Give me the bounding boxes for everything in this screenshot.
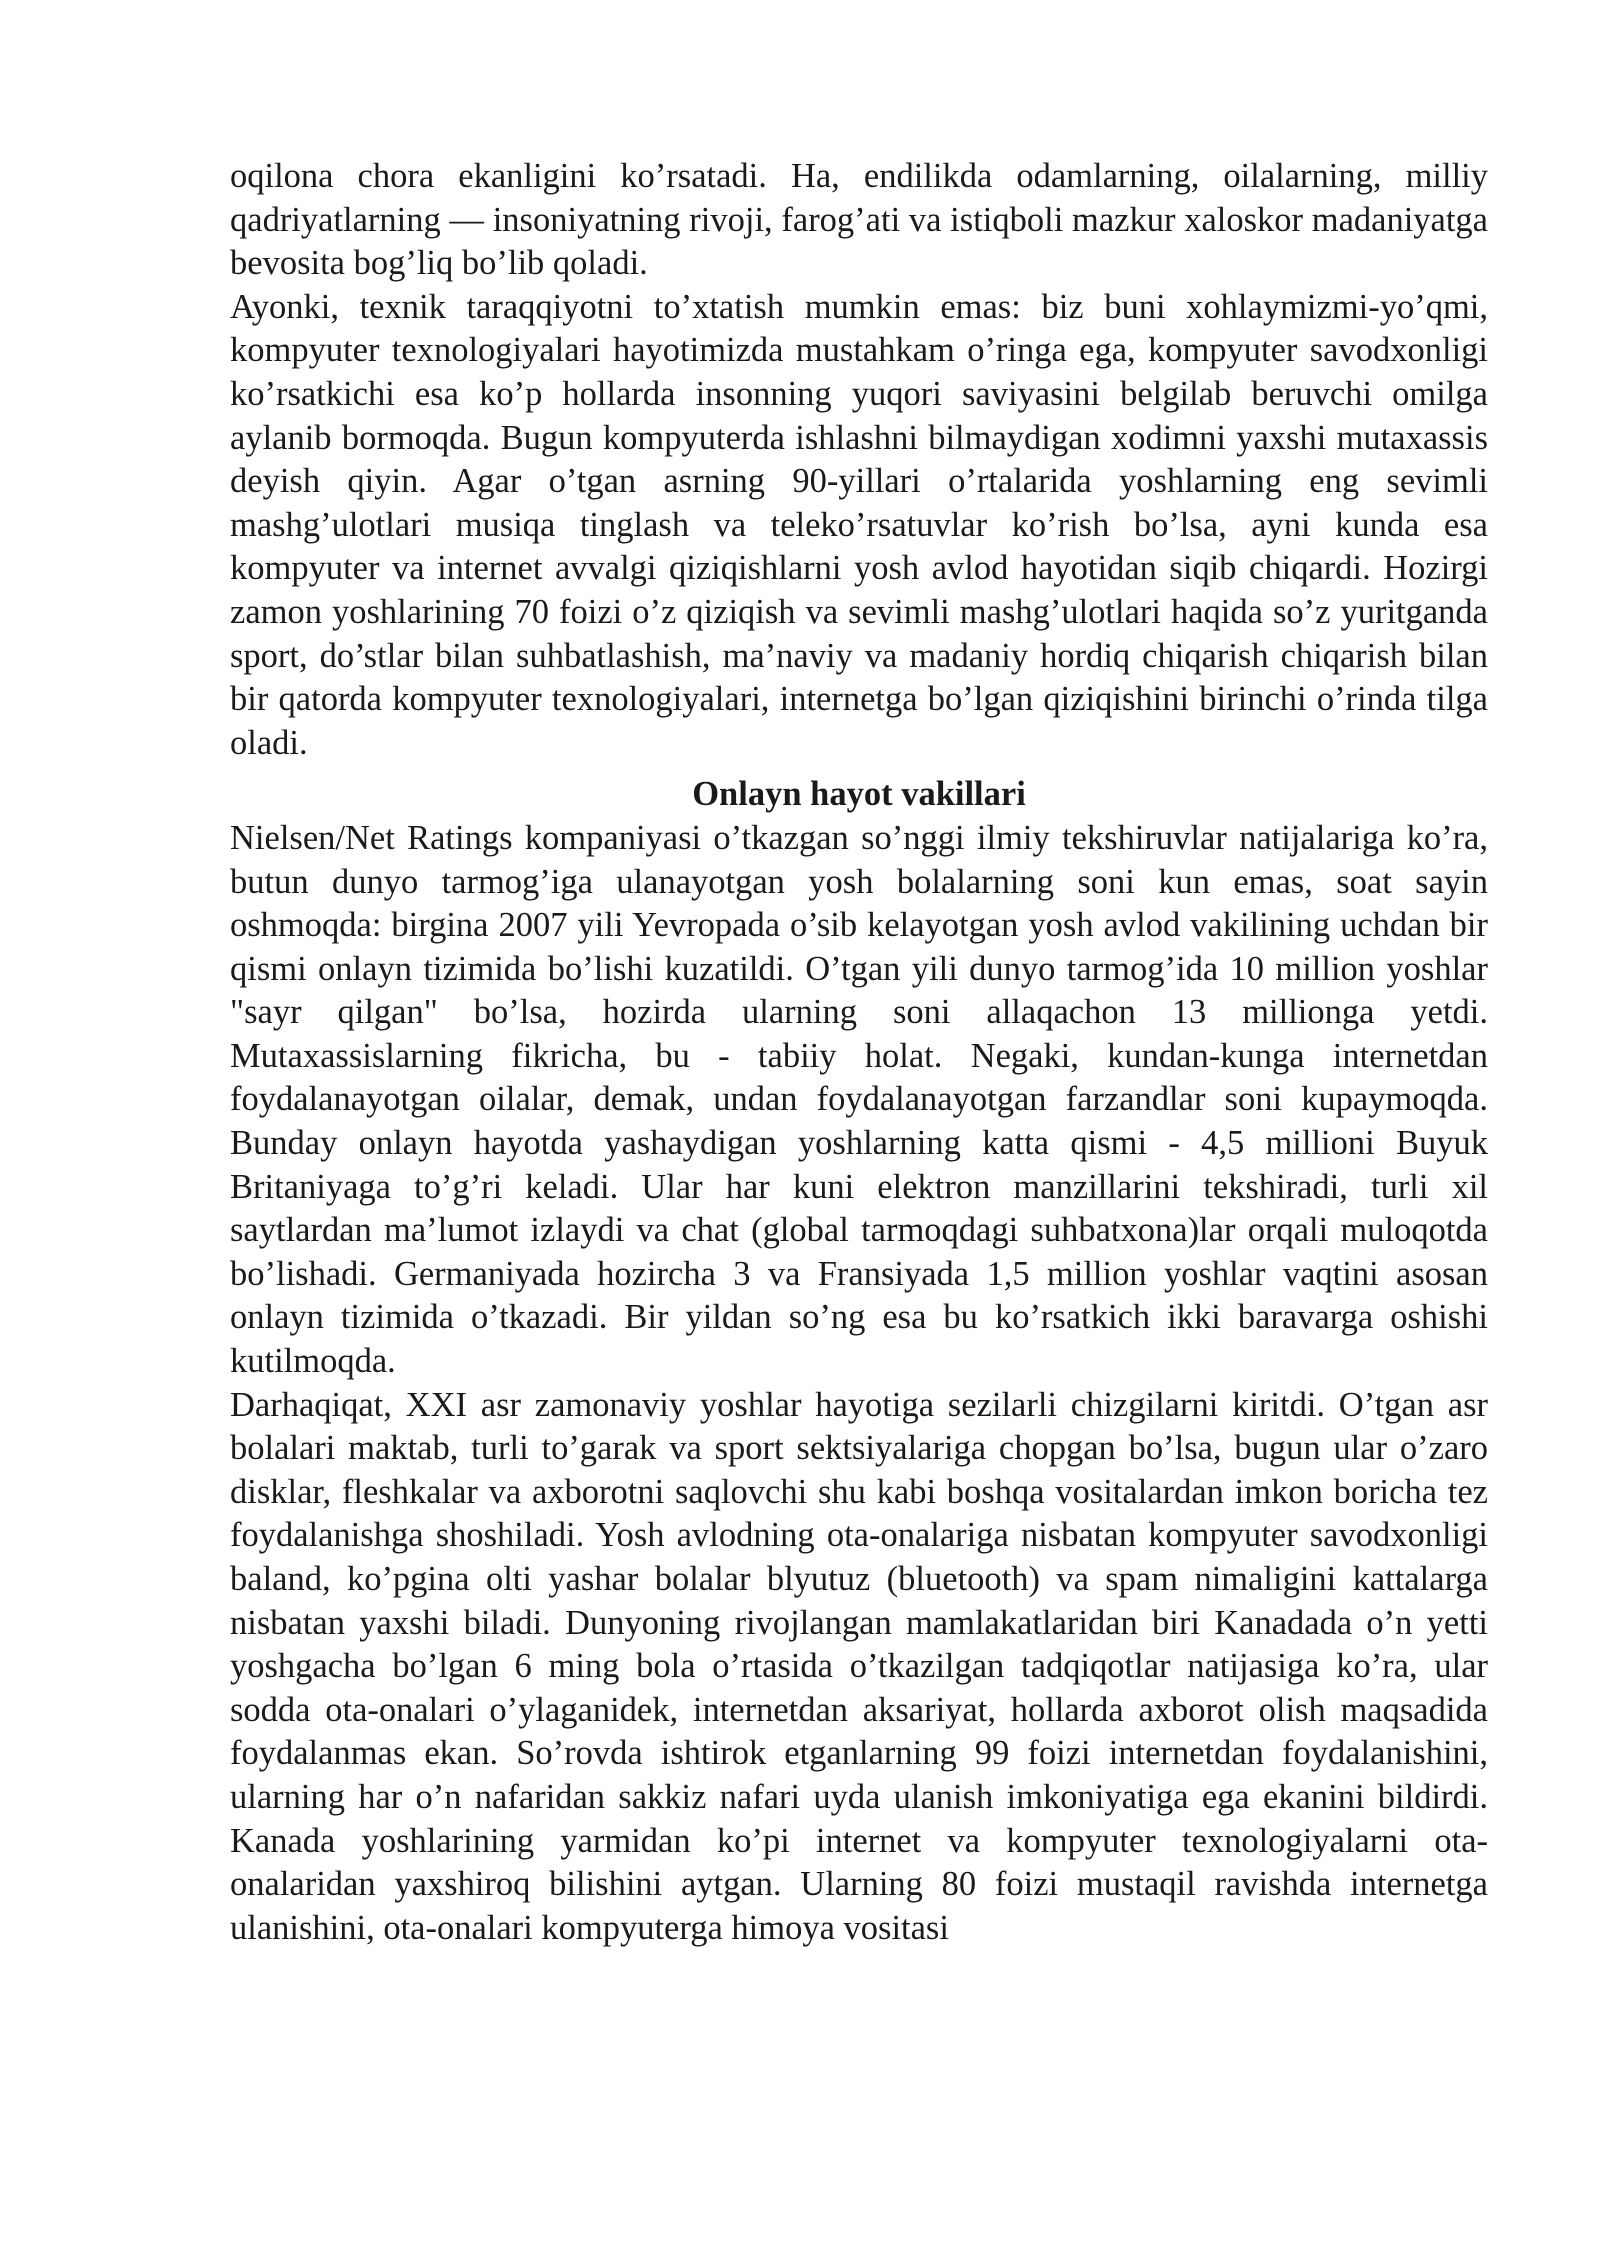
paragraph-2: Ayonki, texnik taraqqiyotni to’xtatish mumkin emas: biz buni xohlaymizmi-yo’qmi, kompyuter texnologiyalari hayotimizda mustahkam o’ringa ega, kompyuter savodxonligi ko’rsatkichi esa ko’p hollarda insonning yuqori saviyasini belgilab beruvchi omilga aylanib bormoqda. Bugun kompyuterda ishlashni bilmaydigan xodimni yaxshi mutaxassis deyish qiyin. Agar o’tgan asrning 90-yillari o’rtalarida yoshlarning eng sevimli mashg’ulotlari musiqa tinglash va teleko’rsatuvlar ko’rish bo’lsa, ayni kunda esa kompyuter va internet avvalgi qiziqishlarni yosh avlod hayotidan siqib chiqardi. Hozirgi zamon yoshlarining 70 foizi o’z qiziqish va sevimli mashg’ulotlari haqida so’z yuritganda sport, do’stlar bilan suhbatlashish, ma’naviy va madaniy hordiq chiqarish chiqarish bilan bir qatorda kompyuter texnologiyalari, internetga bo’lgan qiziqishini birinchi o’rinda tilga oladi. — [230, 287, 1488, 762]
paragraph-1: oqilona chora ekanligini ko’rsatadi. Ha, endilikda odamlarning, oilalarning, milliy qadriyatlarning — insoniyatning rivoji, farog’ati va istiqboli mazkur xaloskor madaniyatga bevosita bog’liq bo’lib qoladi. — [230, 157, 1488, 283]
section-heading: Onlayn hayot vakillari — [692, 775, 1026, 814]
document-body — [230, 155, 1488, 1950]
paragraph-3: Nielsen/Net Ratings kompaniyasi o’tkazgan so’nggi ilmiy tekshiruvlar natijalariga ko’ra, butun dunyo tarmog’iga ulanayotgan yosh bolalarning soni kun emas, soat sayin oshmoqda: birgina 2007 yili Yevropada o’sib kelayotgan yosh avlod vakilining uchdan bir qismi onlayn tizimida bo’lishi kuzatildi. O’tgan yili dunyo tarmog’ida 10 million yoshlar "sayr qilgan" bo’lsa, hozirda ularning soni allaqachon 13 millionga yetdi. Mutaxassislarning fikricha, bu - tabiiy holat. Negaki, kundan-kunga internetdan foydalanayotgan oilalar, demak, undan foydalanayotgan farzandlar soni kupaymoqda. Bunday onlayn hayotda yashaydigan yoshlarning katta qismi - 4,5 millioni Buyuk Britaniyaga to’g’ri keladi. Ular har kuni elektron manzillarini tekshiradi, turli xil saytlardan ma’lumot izlaydi va chat (global tarmoqdagi suhbatxona)lar orqali muloqotda bo’lishadi. Germaniyada hozircha 3 va Fransiyada 1,5 million yoshlar vaqtini asosan onlayn tizimida o’tkazadi. Bir yildan so’ng esa bu ko’rsatkich ikki baravarga oshishi kutilmoqda. — [230, 818, 1488, 1381]
paragraph-4: Darhaqiqat, XXI asr zamonaviy yoshlar hayotiga sezilarli chizgilarni kiritdi. O’tgan asr bolalari maktab, turli to’garak va sport sektsiyalariga chopgan bo’lsa, bugun ular o’zaro disklar, fleshkalar va axborotni saqlovchi shu kabi boshqa vositalardan imkon boricha tez foydalanishga shoshiladi. Yosh avlodning ota-onalariga nisbatan kompyuter savodxonligi baland, ko’pgina olti yashar bolalar blyutuz (bluetooth) va spam nimaligini kattalarga nisbatan yaxshi biladi. Dunyoning rivojlangan mamlakatlaridan biri Kanadada o’n yetti yoshgacha bo’lgan 6 ming bola o’rtasida o’tkazilgan tadqiqotlar natijasiga ko’ra, ular sodda ota-onalari o’ylaganidek, internetdan aksariyat, hollarda axborot olish maqsadida foydalanmas ekan. So’rovda ishtirok etganlarning 99 foizi internetdan foydalanishini, ularning har o’n nafaridan sakkiz nafari uyda ulanish imkoniyatiga ega ekanini bildirdi. Kanada yoshlarining yarmidan ko’pi internet va kompyuter texnologiyalarni ota-onalaridan yaxshiroq bilishini aytgan. Ularning 80 foizi mustaqil ravishda internetga ulanishini, ota-onalari kompyuterga himoya vositasi — [230, 1385, 1488, 1947]
